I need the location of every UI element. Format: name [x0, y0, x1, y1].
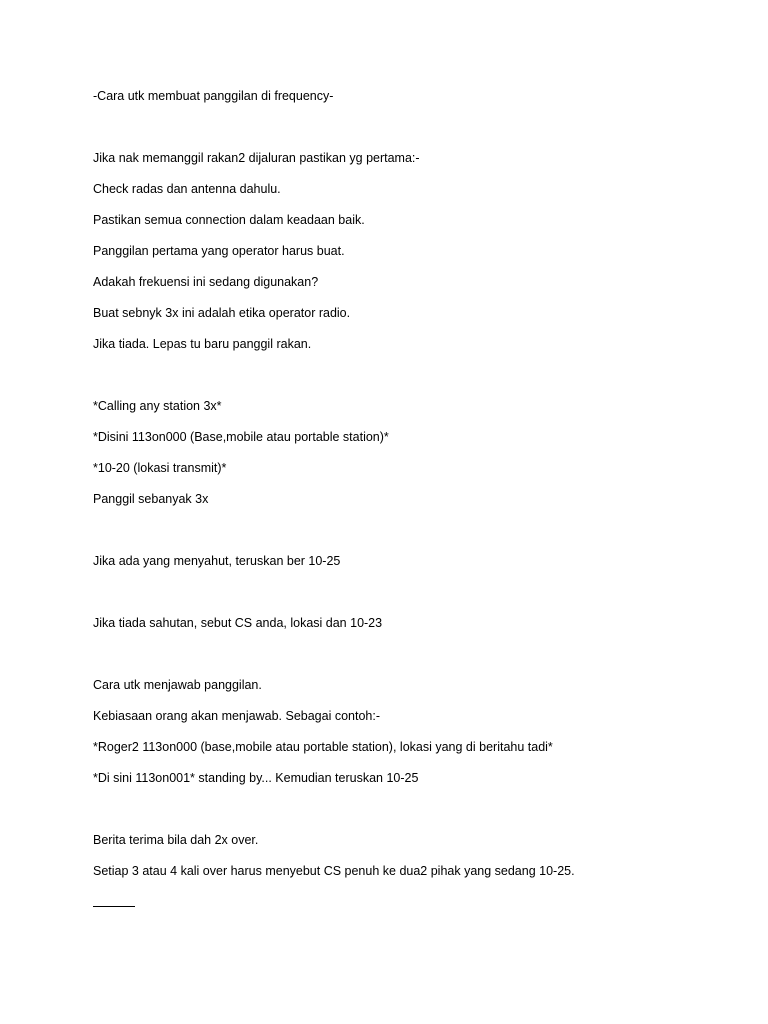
- paragraph-line: Cara utk menjawab panggilan.: [93, 678, 262, 692]
- paragraph-line: Jika tiada. Lepas tu baru panggil rakan.: [93, 337, 312, 351]
- paragraph-line: Check radas dan antenna dahulu.: [93, 182, 281, 196]
- paragraph-line: *Roger2 113on000 (base,mobile atau portable station), lokasi yang di beritahu tadi*: [93, 740, 553, 754]
- paragraph-line: Jika ada yang menyahut, teruskan ber 10-25: [93, 554, 341, 568]
- horizontal-rule: [93, 906, 135, 907]
- paragraph-line: *Disini 113on000 (Base,mobile atau portable station)*: [93, 430, 389, 444]
- paragraph-line: Pastikan semua connection dalam keadaan baik.: [93, 213, 365, 227]
- paragraph-line: Buat sebnyk 3x ini adalah etika operator radio.: [93, 306, 351, 320]
- paragraph-line: Setiap 3 atau 4 kali over harus menyebut CS penuh ke dua2 pihak yang sedang 10-25.: [93, 864, 575, 878]
- paragraph-line: Berita terima bila dah 2x over.: [93, 833, 259, 847]
- paragraph-line: *Calling any station 3x*: [93, 399, 222, 413]
- paragraph-line: *Di sini 113on001* standing by... Kemudian teruskan 10-25: [93, 771, 419, 785]
- paragraph-line: *10-20 (lokasi transmit)*: [93, 461, 227, 475]
- paragraph-line: Panggil sebanyak 3x: [93, 492, 209, 506]
- paragraph-line: Jika tiada sahutan, sebut CS anda, lokasi dan 10-23: [93, 616, 383, 630]
- paragraph-line: Kebiasaan orang akan menjawab. Sebagai contoh:-: [93, 709, 381, 723]
- paragraph-line: Jika nak memanggil rakan2 dijaluran pastikan yg pertama:-: [93, 151, 420, 165]
- document-title: -Cara utk membuat panggilan di frequency-: [93, 89, 334, 103]
- paragraph-line: Adakah frekuensi ini sedang digunakan?: [93, 275, 319, 289]
- paragraph-line: Panggilan pertama yang operator harus buat.: [93, 244, 345, 258]
